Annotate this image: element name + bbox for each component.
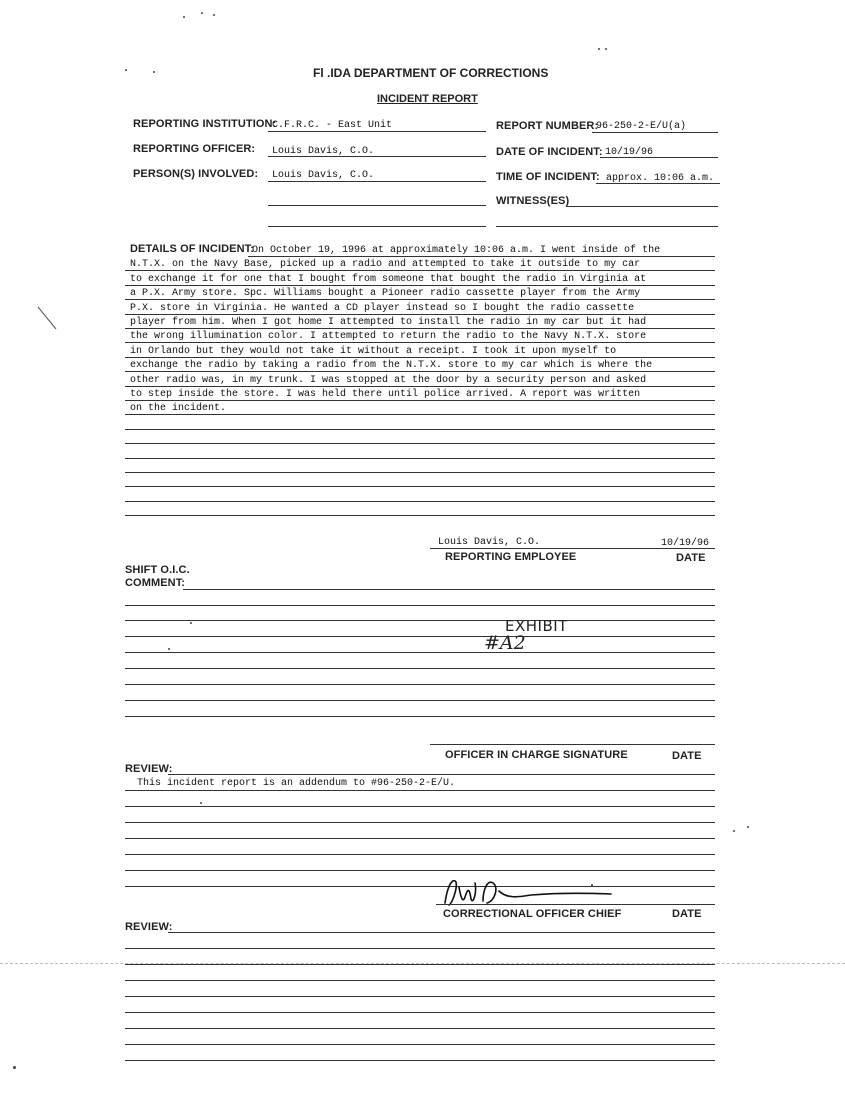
officer-signature-label: OFFICER IN CHARGE SIGNATURE xyxy=(445,749,628,761)
date-of-incident-line xyxy=(600,157,718,158)
exhibit-number: #A2 xyxy=(484,632,526,654)
comment-ruled-line xyxy=(125,636,715,637)
details-line: on the incident. xyxy=(130,403,227,415)
report-number-value[interactable]: 96-250-2-E/U(a) xyxy=(596,121,687,132)
review-ruled-line xyxy=(125,854,715,855)
comment-label: COMMENT: xyxy=(125,577,186,589)
details-line: exchange the radio by taking a radio from the N.T.X. store to my car which is where the xyxy=(130,360,653,372)
form-title: INCIDENT REPORT xyxy=(377,93,478,105)
details-ruled-line xyxy=(125,285,715,286)
details-ruled-line xyxy=(248,256,715,257)
comment-ruled-line xyxy=(125,652,715,653)
date-of-incident-label: DATE OF INCIDENT: xyxy=(496,146,603,158)
witnesses-line xyxy=(566,206,718,207)
review-ruled-line xyxy=(125,790,715,791)
details-ruled-line xyxy=(125,328,715,329)
reporting-institution-value[interactable]: C.F.R.C. - East Unit xyxy=(272,120,393,131)
comment-ruled-line xyxy=(183,589,715,590)
time-of-incident-label: TIME OF INCIDENT: xyxy=(496,171,600,183)
comment-ruled-line xyxy=(125,620,715,621)
date-of-incident-value[interactable]: 10/19/96 xyxy=(605,147,654,158)
shift-oic-label: SHIFT O.I.C. xyxy=(125,564,190,576)
scan-speck xyxy=(168,648,170,650)
exhibit-stamp: EXHIBIT xyxy=(505,617,568,635)
review-label-1: REVIEW: xyxy=(125,763,173,775)
employee-signature-line xyxy=(430,548,715,549)
scan-speck xyxy=(747,826,749,828)
comment-ruled-line xyxy=(125,716,715,717)
details-ruled-line xyxy=(125,314,715,315)
details-line: the wrong illumination color. I attempted to return the radio to the Navy N.T.X. store xyxy=(130,331,647,343)
review-ruled-line xyxy=(125,870,715,871)
review-2-ruled-line xyxy=(125,948,715,949)
review-ruled-line xyxy=(125,838,715,839)
details-line: On October 19, 1996 at approximately 10:06 a.m. I went inside of the xyxy=(252,245,661,256)
review-2-ruled-line xyxy=(125,964,715,965)
time-of-incident-line xyxy=(596,183,720,184)
chief-signature-line xyxy=(436,904,715,905)
scan-speck xyxy=(605,48,607,50)
review-2-ruled-line xyxy=(125,1012,715,1013)
reporting-officer-value[interactable]: Louis Davis, C.O. xyxy=(272,146,375,157)
witnesses-label: WITNESS(ES) xyxy=(496,195,570,207)
details-ruled-line xyxy=(125,386,715,387)
scan-speck xyxy=(190,622,192,624)
review-line-2 xyxy=(168,932,715,933)
details-ruled-line xyxy=(125,342,715,343)
persons-involved-line-2 xyxy=(268,205,486,206)
details-ruled-line xyxy=(125,357,715,358)
report-number-label: REPORT NUMBER: xyxy=(496,120,599,132)
chief-signature-label: CORRECTIONAL OFFICER CHIEF xyxy=(443,908,622,920)
details-ruled-line xyxy=(125,429,715,430)
reporting-institution-label: REPORTING INSTITUTION: xyxy=(133,118,277,130)
scan-artifact-line xyxy=(0,963,845,964)
scan-speck xyxy=(125,69,127,71)
persons-involved-value[interactable]: Louis Davis, C.O. xyxy=(272,170,375,181)
scan-speck xyxy=(13,1066,16,1069)
scan-speck xyxy=(213,14,215,16)
comment-ruled-line xyxy=(125,668,715,669)
review-2-ruled-line xyxy=(125,1028,715,1029)
comment-ruled-line xyxy=(125,700,715,701)
details-ruled-line xyxy=(125,270,715,271)
scan-speck xyxy=(598,48,600,50)
details-line: other radio was, in my trunk. I was stopped at the door by a security person and asked xyxy=(130,374,647,386)
review-text-1: This incident report is an addendum to #96-250-2-E/U. xyxy=(137,778,456,789)
review-2-ruled-line xyxy=(125,1060,715,1061)
scan-speck xyxy=(201,12,203,14)
details-ruled-line xyxy=(125,515,715,516)
details-ruled-line xyxy=(125,443,715,444)
persons-involved-line-3 xyxy=(268,226,486,227)
details-ruled-line xyxy=(125,486,715,487)
details-line: P.X. store in Virginia. He wanted a CD player instead so I bought the radio cassette xyxy=(130,302,635,314)
details-line: N.T.X. on the Navy Base, picked up a radio and attempted to take it outside to my car xyxy=(130,259,641,271)
scan-speck xyxy=(591,884,593,887)
details-ruled-line xyxy=(125,458,715,459)
persons-involved-line xyxy=(268,181,486,182)
review-2-ruled-line xyxy=(125,996,715,997)
review-label-2: REVIEW: xyxy=(125,921,173,933)
comment-ruled-line xyxy=(125,684,715,685)
details-line: to step inside the store. I was held there until police arrived. A report was written xyxy=(130,389,641,400)
review-ruled-line xyxy=(125,806,715,807)
chief-signature-date-label: DATE xyxy=(672,908,702,920)
details-ruled-line xyxy=(125,472,715,473)
details-ruled-line xyxy=(125,371,715,372)
reporting-employee-date-label: DATE xyxy=(676,552,706,564)
details-line: in Orlando but they would not take it without a receipt. I took it upon myself to xyxy=(130,345,617,357)
review-line-1 xyxy=(168,774,715,775)
details-ruled-line xyxy=(125,414,715,415)
details-ruled-line xyxy=(125,400,715,401)
review-2-ruled-line xyxy=(125,1044,715,1045)
details-line: to exchange it for one that I bought from someone that bought the radio in Virginia at xyxy=(130,273,647,285)
employee-signature-name: Louis Davis, C.O. xyxy=(438,537,541,548)
persons-involved-label: PERSON(S) INVOLVED: xyxy=(133,168,259,180)
reporting-officer-line xyxy=(268,156,486,157)
reporting-employee-label: REPORTING EMPLOYEE xyxy=(445,551,577,563)
officer-signature-date-label: DATE xyxy=(672,750,702,762)
reporting-officer-label: REPORTING OFFICER: xyxy=(133,143,256,155)
details-ruled-line xyxy=(125,501,715,502)
employee-signature-date: 10/19/96 xyxy=(661,538,710,549)
comment-ruled-line xyxy=(125,605,715,606)
details-ruled-line xyxy=(125,299,715,300)
scan-speck xyxy=(200,802,202,804)
time-of-incident-value[interactable]: approx. 10:06 a.m. xyxy=(606,173,715,184)
officer-signature-line xyxy=(430,744,715,745)
details-line: a P.X. Army store. Spc. Williams bought a Pioneer radio cassette player from the Army xyxy=(130,288,641,300)
review-ruled-line xyxy=(125,822,715,823)
review-2-ruled-line xyxy=(125,980,715,981)
scan-stray-mark xyxy=(36,305,58,331)
witnesses-line-2 xyxy=(496,226,718,227)
review-ruled-line xyxy=(125,886,715,887)
details-label: DETAILS OF INCIDENT: xyxy=(130,243,255,255)
scan-speck xyxy=(733,830,735,832)
department-title: Fl .IDA DEPARTMENT OF CORRECTIONS xyxy=(313,66,549,80)
reporting-institution-line xyxy=(268,131,486,132)
details-line: player from him. When I got home I attempted to install the radio in my car but it had xyxy=(130,317,647,328)
scan-speck xyxy=(153,71,155,73)
report-number-line xyxy=(592,132,718,133)
scan-speck xyxy=(183,16,185,18)
